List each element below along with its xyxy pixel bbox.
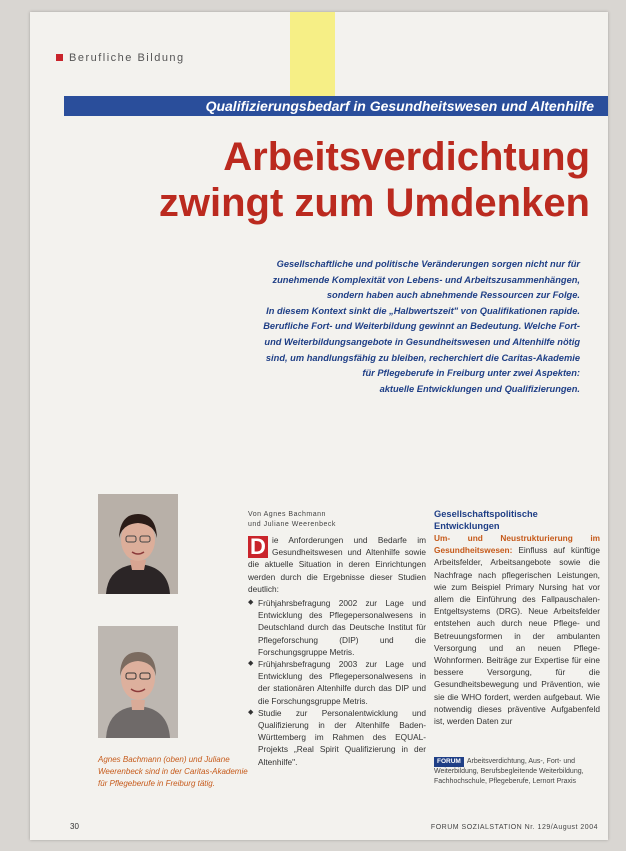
publication-footer: FORUM SOZIALSTATION Nr. 129/August 2004 bbox=[430, 824, 598, 831]
column-body: Einfluss auf künftige Arbeitsfelder, Arbeitsangebote sowie die Nachfrage nach pflegerischen Leistungen, wie zum Beispiel Primary Nursing hat vor allem die Einführung des Fallpauschalen-Entgeltsystems (DRG). Neue Arbeitsfelder entstehen auch durch neue Pflege- und Betreuungsformen in der ambulanten Versorgung und an neuen Pflege-Wohnformen. Beiträge zur Expertise für eine bessere Versorgung, für die Gesundheitsbewegung und Prävention, wie sie die WHO fordert, werden aufgebaut. Wie notwendig dieses präventive Aufgabenfeld ist, werden Daten zur bbox=[434, 545, 600, 727]
section-label bbox=[56, 52, 185, 64]
lead-paragraph bbox=[220, 257, 580, 397]
headline-line-2: zwingt zum Umdenken bbox=[158, 181, 590, 225]
headline-line-1: Arbeitsverdichtung bbox=[223, 135, 590, 179]
byline-line-1: Von Agnes Bachmann bbox=[248, 511, 326, 518]
article-column-1 bbox=[248, 534, 426, 768]
lead-line: sind, um handlungsfähig zu bleiben, recherchiert die Caritas-Akademie bbox=[265, 352, 580, 363]
author-photo-bottom bbox=[98, 626, 178, 726]
forum-keywords-text: Arbeitsverdichtung, Aus-, Fort- und Weiterbildung, Berufsbegleitende Weiterbildung, Fachhochschule, Pflegeberufe, Lernort Praxis bbox=[434, 758, 584, 785]
column-subheading: Um- und Neustrukturierung im Gesundheitswesen: bbox=[434, 533, 600, 556]
lead-line: aktuelle Entwicklungen und Qualifizierungen. bbox=[379, 383, 580, 394]
forum-badge: FORUM bbox=[434, 757, 464, 767]
lead-line: sondern haben auch abnehmende Ressourcen zur Folge. bbox=[326, 290, 580, 301]
topic-banner: Qualifizierungsbedarf in Gesundheitswesen und Altenhilfe bbox=[64, 96, 608, 116]
article-column-2 bbox=[434, 508, 600, 727]
list-item: ◆ Frühjahrsbefragung 2002 zur Lage und Entwicklung des Pflegepersonalwesens in Deutschland durch das Deutsche Institut für Pflegeforschung (DIP) und die Forschungsgruppe Metris. bbox=[248, 597, 426, 658]
byline-line-2: und Juliane Weerenbeck bbox=[248, 521, 336, 528]
forum-keywords bbox=[434, 757, 600, 786]
lead-line: für Pflegeberufe in Freiburg unter zwei Aspekten: bbox=[362, 368, 580, 379]
byline bbox=[248, 510, 408, 530]
photo-caption: Agnes Bachmann (oben) und Juliane Weerenbeck sind in der Caritas-Akademie für Pflegeberufe in Freiburg tätig. bbox=[98, 755, 248, 788]
sticky-note bbox=[290, 12, 335, 104]
lead-line: und Weiterbildungsangebote in Gesundheitswesen und Altenhilfe nötig bbox=[264, 336, 580, 347]
study-list bbox=[248, 597, 426, 768]
section-label-text: Berufliche Bildung bbox=[69, 52, 185, 64]
section-marker-icon bbox=[56, 54, 63, 61]
lead-line: zunehmende Komplexität von Lebens- und Arbeitszusammenhängen, bbox=[272, 274, 580, 285]
lead-line: Gesellschaftliche und politische Veränderungen sorgen nicht nur für bbox=[276, 259, 580, 269]
page-number: 30 bbox=[70, 822, 79, 831]
lead-line: In diesem Kontext sinkt die „Halbwertszeit" von Qualifikationen rapide. bbox=[266, 305, 580, 316]
magazine-page bbox=[30, 12, 608, 840]
intro-text: ie Anforderungen und Bedarfe im Gesundheitswesen und Altenhilfe sowie die aktuelle Situation in deren Einrichtungen werden durch die Ergebnisse dieser Studien deutlich: bbox=[248, 535, 426, 594]
list-item: ◆ Frühjahrsbefragung 2003 zur Lage und Entwicklung des Pflegepersonalwesens in der stationären Altenhilfe durch das DIP und die Forschungsgruppe Metris. bbox=[248, 658, 426, 707]
lead-line: Berufliche Fort- und Weiterbildung gewinnt an Bedeutung. Welche Fort- bbox=[263, 321, 580, 332]
author-photo-top bbox=[98, 494, 178, 594]
drop-cap: D bbox=[248, 536, 268, 558]
headline bbox=[50, 134, 590, 226]
column-heading: Gesellschaftspolitische Entwicklungen bbox=[434, 509, 538, 531]
list-item: ◆ Studie zur Personalentwicklung und Qualifizierung in der Altenhilfe Baden-Württemberg im Rahmen des EQUAL-Projekts „Real Spirit Qualifizierung in der Altenhilfe". bbox=[248, 707, 426, 768]
